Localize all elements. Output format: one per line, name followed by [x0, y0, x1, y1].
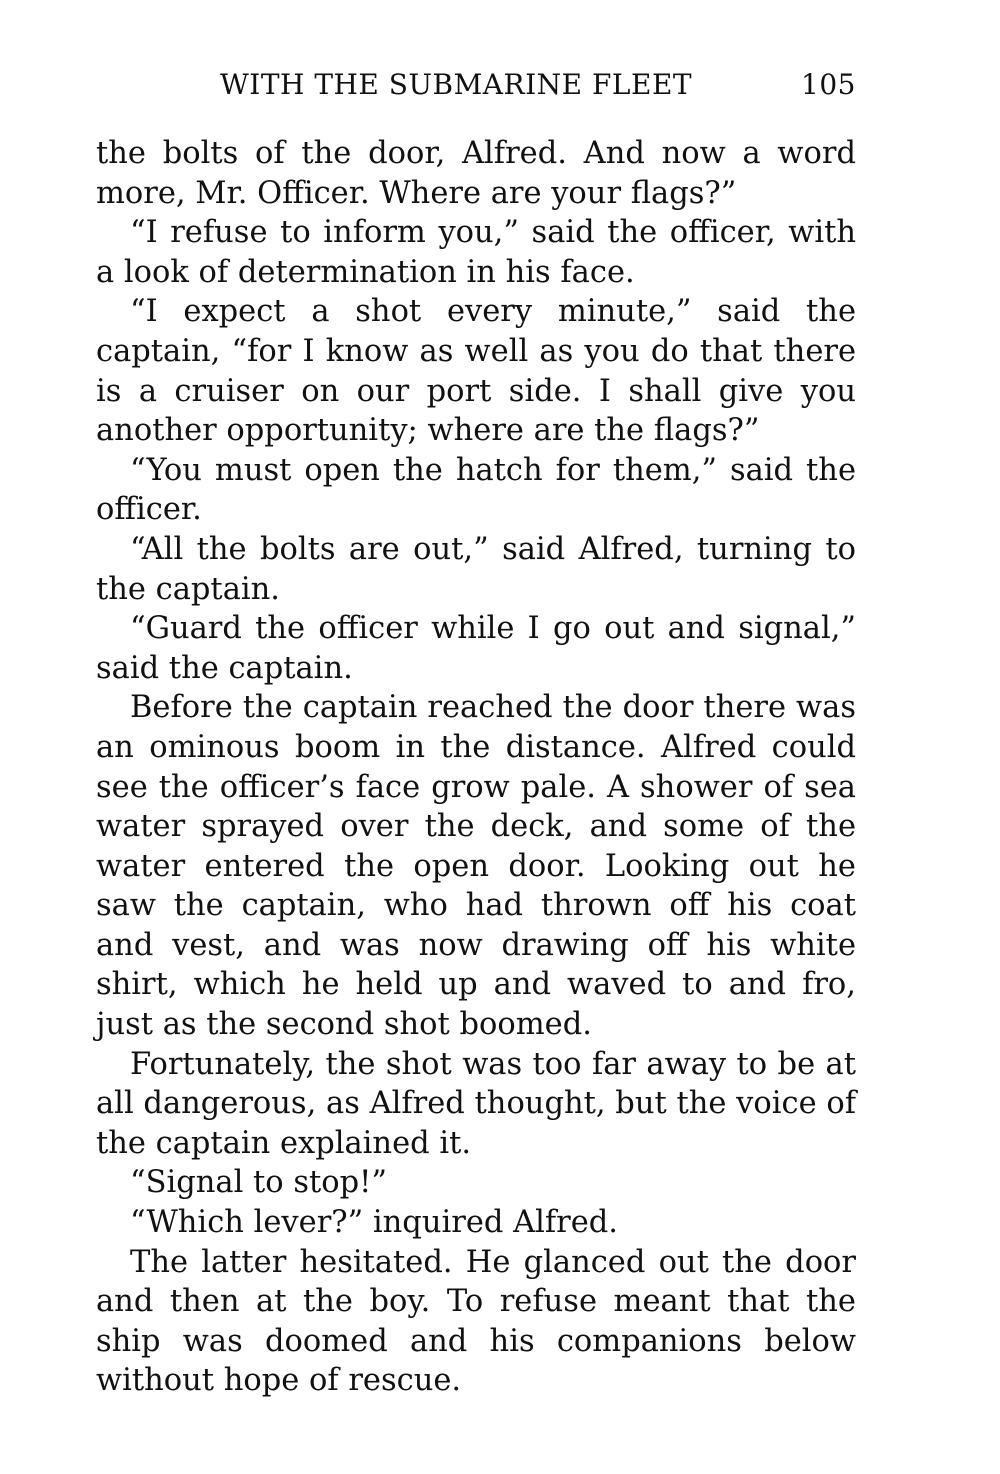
paragraph: “All the bolts are out,” said Alfred, turning to the captain.	[96, 531, 856, 607]
running-title: WITH THE SUBMARINE FLEET	[220, 68, 693, 101]
paragraph: “Guard the officer while I go out and signal,” said the captain.	[96, 611, 856, 686]
paragraph: “I refuse to inform you,” said the officer, with a look of determination in his face.	[96, 215, 856, 290]
paragraph: “Signal to stop!”	[130, 1165, 388, 1201]
body-text	[96, 134, 856, 1401]
paragraph: “I expect a shot every minute,” said the captain, “for I know as well as you do that there is a cruiser on our port side. I shall give you another opportunity; where are the flags?”	[96, 294, 856, 449]
paragraph: “Which lever?” inquired Alfred.	[130, 1205, 618, 1241]
paragraph: “You must open the hatch for them,” said the officer.	[96, 452, 856, 528]
paragraph: Before the captain reached the door there was an ominous boom in the distance. Alfred could see the officer’s face grow pale. A shower of sea water sprayed over the deck, and some of the water entered the open door. Looking out he saw the captain, who had thrown off his coat and vest, and was now drawing off his white shirt, which he held up and waved to and fro, just as the second shot boomed.	[96, 690, 856, 1043]
page-number: 105	[801, 68, 856, 101]
paragraph-continued: the bolts of the door, Alfred. And now a word more, Mr. Officer. Where are your flags?”	[96, 136, 856, 211]
running-head	[96, 68, 856, 108]
paragraph: Fortunately, the shot was too far away to be at all dangerous, as Alfred thought, but the voice of the captain explained it.	[96, 1046, 856, 1161]
paragraph: The latter hesitated. He glanced out the door and then at the boy. To refuse meant that the ship was doomed and his companions below without hope of rescue.	[96, 1244, 856, 1399]
